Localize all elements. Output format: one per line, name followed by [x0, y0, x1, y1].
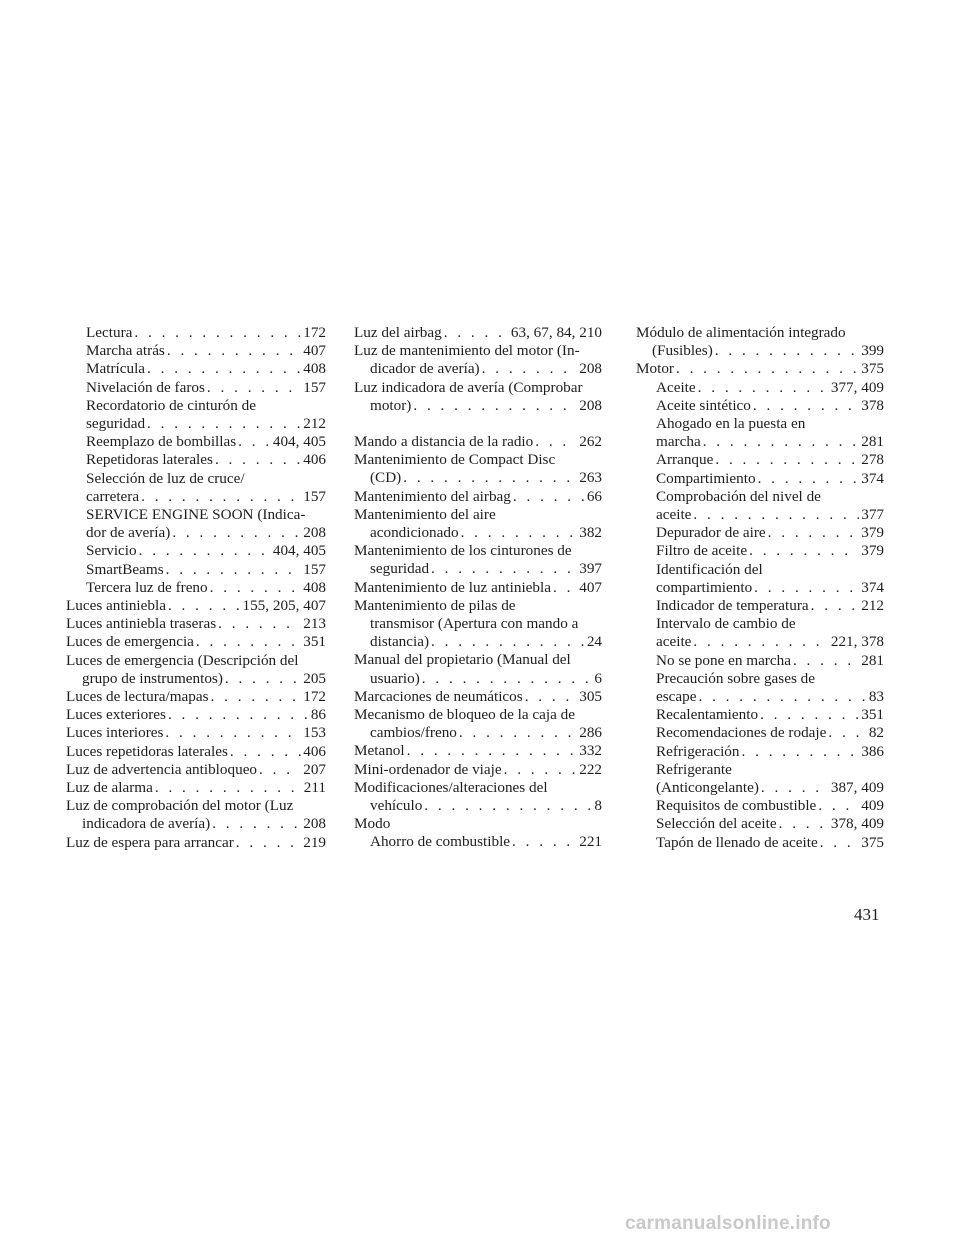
entry-term: Luces antiniebla traseras — [66, 615, 217, 633]
entry-term: Mando a distancia de la radio — [354, 433, 534, 451]
entry-term: Aceite — [656, 378, 696, 396]
entry-page-ref: 157 — [303, 378, 326, 396]
entry-term: Ahorro de combustible — [370, 833, 511, 851]
entry-term: Luces repetidoras laterales — [66, 742, 228, 760]
index-entry — [636, 797, 884, 815]
entry-page-ref: 221 — [579, 833, 602, 851]
entry-term: Nivelación de faros — [86, 378, 205, 396]
entry-term: seguridad — [370, 560, 430, 578]
entry-term: (CD) — [370, 469, 402, 487]
dot-leader — [513, 488, 585, 506]
index-entry — [636, 488, 884, 524]
entry-term: vehículo — [370, 797, 423, 815]
index-entry — [66, 433, 326, 451]
index-entry — [636, 834, 884, 852]
dot-leader — [461, 524, 578, 542]
index-entry — [354, 451, 602, 487]
index-entry — [66, 342, 326, 360]
entry-page-ref: 222 — [579, 760, 602, 778]
entry-page-ref: 407 — [303, 342, 326, 360]
entry-term: Mini-ordenador de viaje — [354, 760, 502, 778]
index-entry — [66, 761, 326, 779]
entry-page-ref: 83 — [868, 688, 884, 706]
index-entry — [66, 397, 326, 433]
entry-term: indicadora de avería) — [82, 815, 211, 833]
entry-page-ref: 378 — [861, 396, 884, 414]
watermark: carmanualsonline.info — [625, 1213, 831, 1234]
entry-page-ref: 205 — [303, 669, 326, 687]
dot-leader — [768, 524, 860, 542]
index-entry — [66, 688, 326, 706]
index-entry — [66, 579, 326, 597]
dot-leader — [431, 633, 585, 651]
index-entry — [66, 561, 326, 579]
entry-page-ref: 286 — [579, 724, 602, 742]
index-entry — [636, 597, 884, 615]
entry-term: cambios/freno — [370, 724, 457, 742]
entry-page-ref: 404, 405 — [272, 542, 326, 560]
index-entry — [66, 834, 326, 852]
section-gap — [354, 415, 602, 433]
dot-leader — [424, 797, 592, 815]
index-entry — [66, 706, 326, 724]
entry-page-ref: 208 — [303, 524, 326, 542]
entry-page-ref: 408 — [303, 578, 326, 596]
dot-leader — [225, 670, 301, 688]
dot-leader — [236, 834, 301, 852]
dot-leader — [215, 451, 301, 469]
entry-term: Modo — [354, 815, 391, 833]
dot-leader — [196, 633, 301, 651]
entry-term: carretera — [86, 487, 140, 505]
entry-page-ref: 208 — [579, 396, 602, 414]
entry-term: Matrícula — [86, 360, 146, 378]
entry-page-ref: 305 — [579, 687, 602, 705]
entry-page-ref: 374 — [861, 578, 884, 596]
entry-page-ref: 378, 409 — [830, 815, 884, 833]
entry-page-ref: 387, 409 — [830, 779, 884, 797]
index-entry — [66, 615, 326, 633]
entry-term: Luz del airbag — [354, 324, 442, 341]
index-entry — [66, 633, 326, 651]
entry-term: Marcha atrás — [86, 342, 165, 360]
dot-leader — [167, 342, 301, 360]
entry-term: Comprobación del nivel de — [656, 487, 821, 505]
entry-page-ref: 407 — [579, 578, 602, 596]
entry-page-ref: 153 — [303, 724, 326, 742]
entry-term: Filtro de aceite — [656, 542, 748, 560]
dot-leader — [147, 360, 301, 378]
index-entry — [636, 743, 884, 761]
dot-leader — [715, 451, 859, 469]
entry-page-ref: 6 — [594, 669, 602, 687]
entry-term: grupo de instrumentos) — [82, 669, 223, 687]
entry-term: Luces de lectura/mapas — [66, 688, 209, 706]
dot-leader — [535, 433, 577, 451]
entry-page-ref: 404, 405 — [272, 433, 326, 451]
entry-page-ref: 281 — [861, 433, 884, 451]
entry-term: Luz de alarma — [66, 779, 153, 797]
entry-term: usuario) — [370, 669, 420, 687]
index-entry — [66, 324, 326, 342]
entry-term: Ahogado en la puesta en — [656, 415, 806, 433]
dot-leader — [210, 579, 302, 597]
index-entry — [354, 761, 602, 779]
dot-leader — [165, 724, 301, 742]
index-entry — [636, 470, 884, 488]
index-entry — [636, 652, 884, 670]
dot-leader — [703, 433, 860, 451]
entry-term: Mantenimiento del airbag — [354, 487, 511, 505]
entry-term: Mantenimiento de luz antiniebla — [354, 578, 551, 596]
entry-page-ref: 221, 378 — [830, 633, 884, 651]
index-column-1 — [66, 324, 326, 852]
entry-page-ref: 351 — [861, 706, 884, 724]
dot-leader — [811, 597, 860, 615]
entry-page-ref: 8 — [594, 797, 602, 815]
dot-leader — [758, 470, 860, 488]
dot-leader — [444, 324, 509, 342]
index-entry — [636, 379, 884, 397]
entry-term: Tercera luz de freno — [86, 578, 208, 596]
index-entry — [354, 742, 602, 760]
dot-leader — [761, 779, 829, 797]
dot-leader — [793, 652, 859, 670]
entry-term: Luces antiniebla — [66, 597, 166, 615]
entry-page-ref: 377 — [861, 506, 884, 524]
index-entry — [354, 324, 602, 342]
dot-leader — [212, 815, 301, 833]
entry-page-ref: 399 — [861, 342, 884, 360]
index-entry — [636, 706, 884, 724]
index-entry — [636, 397, 884, 415]
index-entry — [354, 433, 602, 451]
entry-term: Precaución sobre gases de — [656, 669, 815, 687]
entry-term: Selección del aceite — [656, 815, 777, 833]
entry-page-ref: 24 — [586, 633, 602, 651]
entry-term: Luz de mantenimiento del motor (In- — [354, 342, 580, 360]
dot-leader — [166, 561, 302, 579]
dot-leader — [139, 542, 271, 560]
dot-leader — [754, 579, 859, 597]
index-entry — [66, 652, 326, 688]
entry-page-ref: 351 — [303, 633, 326, 651]
entry-page-ref: 278 — [861, 451, 884, 469]
entry-term: (Fusibles) — [652, 342, 713, 360]
entry-page-ref: 172 — [303, 688, 326, 706]
index-entry — [66, 797, 326, 833]
entry-term: compartimiento — [656, 578, 753, 596]
entry-page-ref: 375 — [861, 833, 884, 851]
dot-leader — [147, 415, 301, 433]
dot-leader — [749, 542, 859, 560]
dot-leader — [818, 797, 859, 815]
dot-leader — [218, 615, 301, 633]
index-entry — [354, 506, 602, 542]
entry-page-ref: 382 — [579, 524, 602, 542]
entry-page-ref: 208 — [303, 815, 326, 833]
entry-term: Recalentamiento — [656, 706, 759, 724]
entry-page-ref: 262 — [579, 433, 602, 451]
index-entry — [636, 724, 884, 742]
index-entry — [354, 833, 602, 851]
dot-leader — [168, 597, 241, 615]
entry-page-ref: 219 — [303, 833, 326, 851]
entry-term: Mantenimiento de pilas de — [354, 596, 516, 614]
dot-leader — [698, 379, 829, 397]
dot-leader — [134, 324, 301, 342]
index-entry — [636, 360, 884, 378]
dot-leader — [512, 833, 577, 851]
entry-term: Repetidoras laterales — [86, 451, 213, 469]
dot-leader — [141, 488, 301, 506]
index-entry — [354, 706, 602, 742]
entry-page-ref: 212 — [861, 597, 884, 615]
entry-page-ref: 406 — [303, 742, 326, 760]
entry-term: dicador de avería) — [370, 360, 480, 378]
entry-term: Intervalo de cambio de — [656, 615, 796, 633]
index-entry — [636, 761, 884, 797]
index-entry — [354, 488, 602, 506]
entry-term: marcha — [656, 433, 701, 451]
entry-term: Luz de comprobación del motor (Luz — [66, 797, 294, 815]
dot-leader — [715, 342, 859, 360]
entry-term: Luz de advertencia antibloqueo — [66, 760, 258, 778]
dot-leader — [459, 724, 577, 742]
dot-leader — [155, 779, 302, 797]
index-entry — [636, 451, 884, 469]
index-entry — [636, 324, 884, 360]
entry-term: Arranque — [656, 451, 714, 469]
dot-leader — [820, 834, 860, 852]
entry-page-ref: 374 — [861, 469, 884, 487]
index-entry — [66, 597, 326, 615]
entry-page-ref: 212 — [303, 415, 326, 433]
entry-page-ref: 66 — [586, 487, 602, 505]
entry-page-ref: 379 — [861, 524, 884, 542]
entry-page-ref: 375 — [861, 360, 884, 378]
entry-term: distancia) — [370, 633, 430, 651]
entry-term: Compartimiento — [656, 469, 756, 487]
dot-leader — [698, 688, 866, 706]
entry-term: Depurador de aire — [656, 524, 766, 542]
entry-page-ref: 155, 205, 407 — [242, 597, 326, 615]
index-entry — [66, 542, 326, 560]
index-entry — [354, 579, 602, 597]
entry-term: motor) — [370, 396, 412, 414]
entry-term: SmartBeams — [86, 560, 164, 578]
entry-term: Metanol — [354, 742, 405, 760]
entry-term: acondicionado — [370, 524, 459, 542]
index-entry — [636, 524, 884, 542]
entry-term: Selección de luz de cruce/ — [86, 469, 245, 487]
entry-term: Requisitos de combustible — [656, 797, 817, 815]
entry-page-ref: 63, 67, 84, 210 — [510, 324, 602, 341]
entry-page-ref: 377, 409 — [830, 378, 884, 396]
dot-leader — [504, 761, 578, 779]
dot-leader — [693, 633, 828, 651]
entry-page-ref: 281 — [861, 651, 884, 669]
index-column-3 — [636, 324, 884, 852]
entry-term: Tapón de llenado de aceite — [656, 833, 818, 851]
entry-page-ref: 263 — [579, 469, 602, 487]
entry-page-ref: 406 — [303, 451, 326, 469]
index-entry — [66, 379, 326, 397]
entry-page-ref: 397 — [579, 560, 602, 578]
index-entry — [636, 615, 884, 651]
entry-term: transmisor (Apertura con mando a — [370, 615, 579, 633]
index-entry — [66, 724, 326, 742]
index-entry — [354, 779, 602, 815]
entry-term: Recomendaciones de rodaje — [656, 724, 827, 742]
dot-leader — [828, 724, 866, 742]
entry-term: Modificaciones/alteraciones del — [354, 778, 548, 796]
dot-leader — [742, 743, 860, 761]
index-entry — [66, 360, 326, 378]
entry-page-ref: 408 — [303, 360, 326, 378]
entry-term: Identificación del — [656, 560, 763, 578]
entry-term: aceite — [656, 506, 692, 524]
entry-page-ref: 86 — [310, 706, 326, 724]
dot-leader — [413, 397, 577, 415]
index-entry — [354, 688, 602, 706]
page-number: 431 — [854, 905, 880, 924]
dot-leader — [172, 524, 301, 542]
entry-term: Luces de emergencia (Descripción del — [66, 651, 299, 669]
entry-page-ref: 207 — [303, 760, 326, 778]
dot-leader — [431, 560, 577, 578]
entry-term: (Anticongelante) — [656, 779, 759, 797]
entry-term: Luz indicadora de avería (Comprobar — [354, 378, 583, 396]
entry-term: escape — [656, 688, 697, 706]
index-entry — [66, 506, 326, 542]
entry-term: aceite — [656, 633, 692, 651]
entry-page-ref: 332 — [579, 742, 602, 760]
entry-term: Mecanismo de bloqueo de la caja de — [354, 706, 575, 724]
index-entry — [66, 743, 326, 761]
entry-page-ref: 379 — [861, 542, 884, 560]
entry-term: Refrigerante — [656, 760, 732, 778]
dot-leader — [760, 706, 859, 724]
entry-term: Luces exteriores — [66, 706, 166, 724]
dot-leader — [403, 469, 577, 487]
entry-term: Refrigeración — [656, 742, 740, 760]
dot-leader — [168, 706, 309, 724]
entry-page-ref: 211 — [303, 779, 326, 797]
entry-page-ref: 157 — [303, 560, 326, 578]
entry-term: Manual del propietario (Manual del — [354, 651, 571, 669]
index-entry — [66, 779, 326, 797]
entry-term: Luces interiores — [66, 724, 164, 742]
index-column-2 — [354, 324, 602, 852]
index-entry — [354, 815, 602, 833]
entry-page-ref: 213 — [303, 615, 326, 633]
entry-term: Mantenimiento del aire — [354, 505, 496, 523]
entry-page-ref: 208 — [579, 360, 602, 378]
dot-leader — [525, 688, 578, 706]
dot-leader — [753, 397, 859, 415]
index-entry — [636, 815, 884, 833]
entry-page-ref: 82 — [868, 724, 884, 742]
dot-leader — [553, 579, 577, 597]
dot-leader — [238, 433, 271, 451]
dot-leader — [230, 743, 301, 761]
entry-term: Módulo de alimentación integrado — [636, 324, 846, 341]
index-entry — [636, 415, 884, 451]
dot-leader — [407, 742, 578, 760]
entry-term: Luces de emergencia — [66, 633, 194, 651]
index-entry — [66, 451, 326, 469]
entry-page-ref: 157 — [303, 487, 326, 505]
entry-term: Indicador de temperatura — [656, 597, 809, 615]
dot-leader — [693, 506, 859, 524]
index-entry — [354, 651, 602, 687]
entry-term: Lectura — [86, 324, 133, 341]
entry-term: SERVICE ENGINE SOON (Indica- — [86, 506, 306, 524]
index-entry — [354, 542, 602, 578]
entry-term: Servicio — [86, 542, 137, 560]
index-entry — [354, 342, 602, 378]
index-entry — [636, 670, 884, 706]
dot-leader — [779, 815, 829, 833]
entry-term: Reemplazo de bombillas — [86, 433, 237, 451]
entry-term: Recordatorio de cinturón de — [86, 396, 256, 414]
entry-term: Mantenimiento de Compact Disc — [354, 451, 556, 469]
index-entry — [636, 542, 884, 560]
entry-term: Motor — [636, 360, 674, 378]
entry-page-ref: 409 — [861, 797, 884, 815]
entry-term: seguridad — [86, 415, 146, 433]
index-entry — [636, 561, 884, 597]
index-entry — [66, 470, 326, 506]
dot-leader — [422, 670, 593, 688]
dot-leader — [482, 360, 578, 378]
index-entry — [354, 379, 602, 415]
dot-leader — [259, 761, 301, 779]
entry-page-ref: 172 — [303, 324, 326, 341]
dot-leader — [207, 379, 301, 397]
entry-term: dor de avería) — [86, 524, 171, 542]
index-entry — [354, 597, 602, 652]
dot-leader — [676, 360, 859, 378]
entry-term: Luz de espera para arrancar — [66, 833, 234, 851]
entry-term: Aceite sintético — [656, 396, 751, 414]
entry-term: No se pone en marcha — [656, 651, 791, 669]
entry-page-ref: 386 — [861, 742, 884, 760]
entry-term: Marcaciones de neumáticos — [354, 687, 523, 705]
dot-leader — [211, 688, 302, 706]
entry-term: Mantenimiento de los cinturones de — [354, 542, 572, 560]
